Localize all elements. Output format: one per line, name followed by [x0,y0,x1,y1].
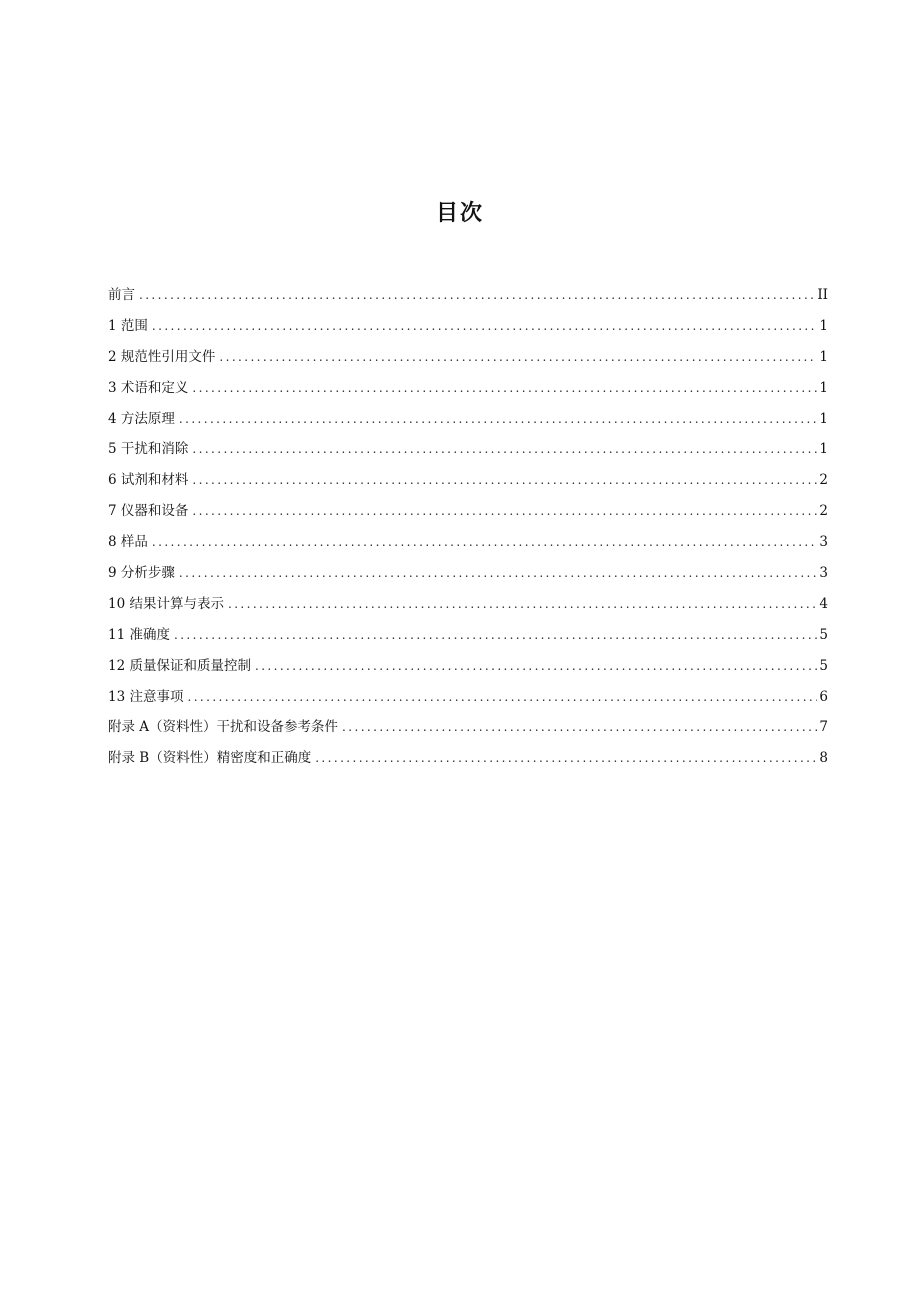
toc-leader-dots [139,285,815,305]
toc-item-label: 3 术语和定义 [108,379,189,396]
toc-item-reagents-materials[interactable] [108,470,828,501]
toc-item-analysis-steps[interactable] [108,563,828,594]
toc-item-page: 1 [819,441,828,458]
toc-leader-dots [152,316,818,336]
toc-item-label: 5 干扰和消除 [108,441,189,458]
toc-leader-dots [315,748,817,768]
toc-item-foreword[interactable] [108,285,828,316]
toc-leader-dots [179,563,818,583]
toc-item-page: 7 [819,719,828,736]
toc-item-page: 1 [819,410,828,427]
toc-item-page: 3 [819,565,828,582]
toc-item-normative-references[interactable] [108,347,828,378]
toc-item-appendix-b[interactable] [108,748,828,779]
toc-item-result-calculation[interactable] [108,594,828,625]
toc-item-label: 1 范围 [108,317,148,334]
toc-item-page: 5 [819,626,828,643]
toc-item-label: 13 注意事项 [108,688,184,705]
toc-item-precautions[interactable] [108,687,828,718]
toc-item-accuracy[interactable] [108,625,828,656]
toc-leader-dots [342,717,817,737]
toc-leader-dots [187,687,817,707]
toc-leader-dots [192,470,817,490]
toc-leader-dots [174,625,817,645]
toc-item-label: 附录 B（资料性）精密度和正确度 [108,750,312,767]
toc-item-page: 1 [819,379,828,396]
toc-item-label: 9 分析步骤 [108,565,175,582]
toc-item-label: 6 试剂和材料 [108,472,189,489]
toc-item-page: 2 [819,503,828,520]
toc-item-page: 3 [819,534,828,551]
toc-leader-dots [255,656,817,676]
toc-item-label: 10 结果计算与表示 [108,595,224,612]
toc-leader-dots [228,594,817,614]
toc-item-label: 11 准确度 [108,626,170,643]
toc-item-page: 8 [819,750,828,767]
toc-item-page: 5 [819,657,828,674]
toc-item-page: 4 [819,595,828,612]
toc-item-samples[interactable] [108,532,828,563]
toc-leader-dots [219,347,817,367]
toc-item-label: 12 质量保证和质量控制 [108,657,251,674]
toc-leader-dots [179,409,818,429]
toc-leader-dots [192,378,817,398]
toc-item-label: 2 规范性引用文件 [108,348,216,365]
toc-item-interference-elimination[interactable] [108,439,828,470]
toc-item-label: 7 仪器和设备 [108,503,189,520]
toc-item-label: 附录 A（资料性）干扰和设备参考条件 [108,719,339,736]
toc-item-terms-definitions[interactable] [108,378,828,409]
toc-leader-dots [192,439,817,459]
toc-item-page: II [817,287,828,303]
toc-leader-dots [192,501,817,521]
toc-list [108,285,828,779]
toc-item-page: 2 [819,472,828,489]
toc-item-page: 6 [819,688,828,705]
toc-item-quality-assurance[interactable] [108,656,828,687]
toc-item-method-principle[interactable] [108,409,828,440]
toc-item-scope[interactable] [108,316,828,347]
toc-item-page: 1 [819,317,828,334]
toc-item-page: 1 [819,348,828,365]
toc-item-instruments-equipment[interactable] [108,501,828,532]
toc-item-label: 8 样品 [108,534,148,551]
toc-item-label: 4 方法原理 [108,410,175,427]
page-title: 目次 [435,201,484,226]
toc-leader-dots [152,532,818,552]
toc-item-appendix-a[interactable] [108,717,828,748]
toc-item-label: 前言 [108,287,135,303]
